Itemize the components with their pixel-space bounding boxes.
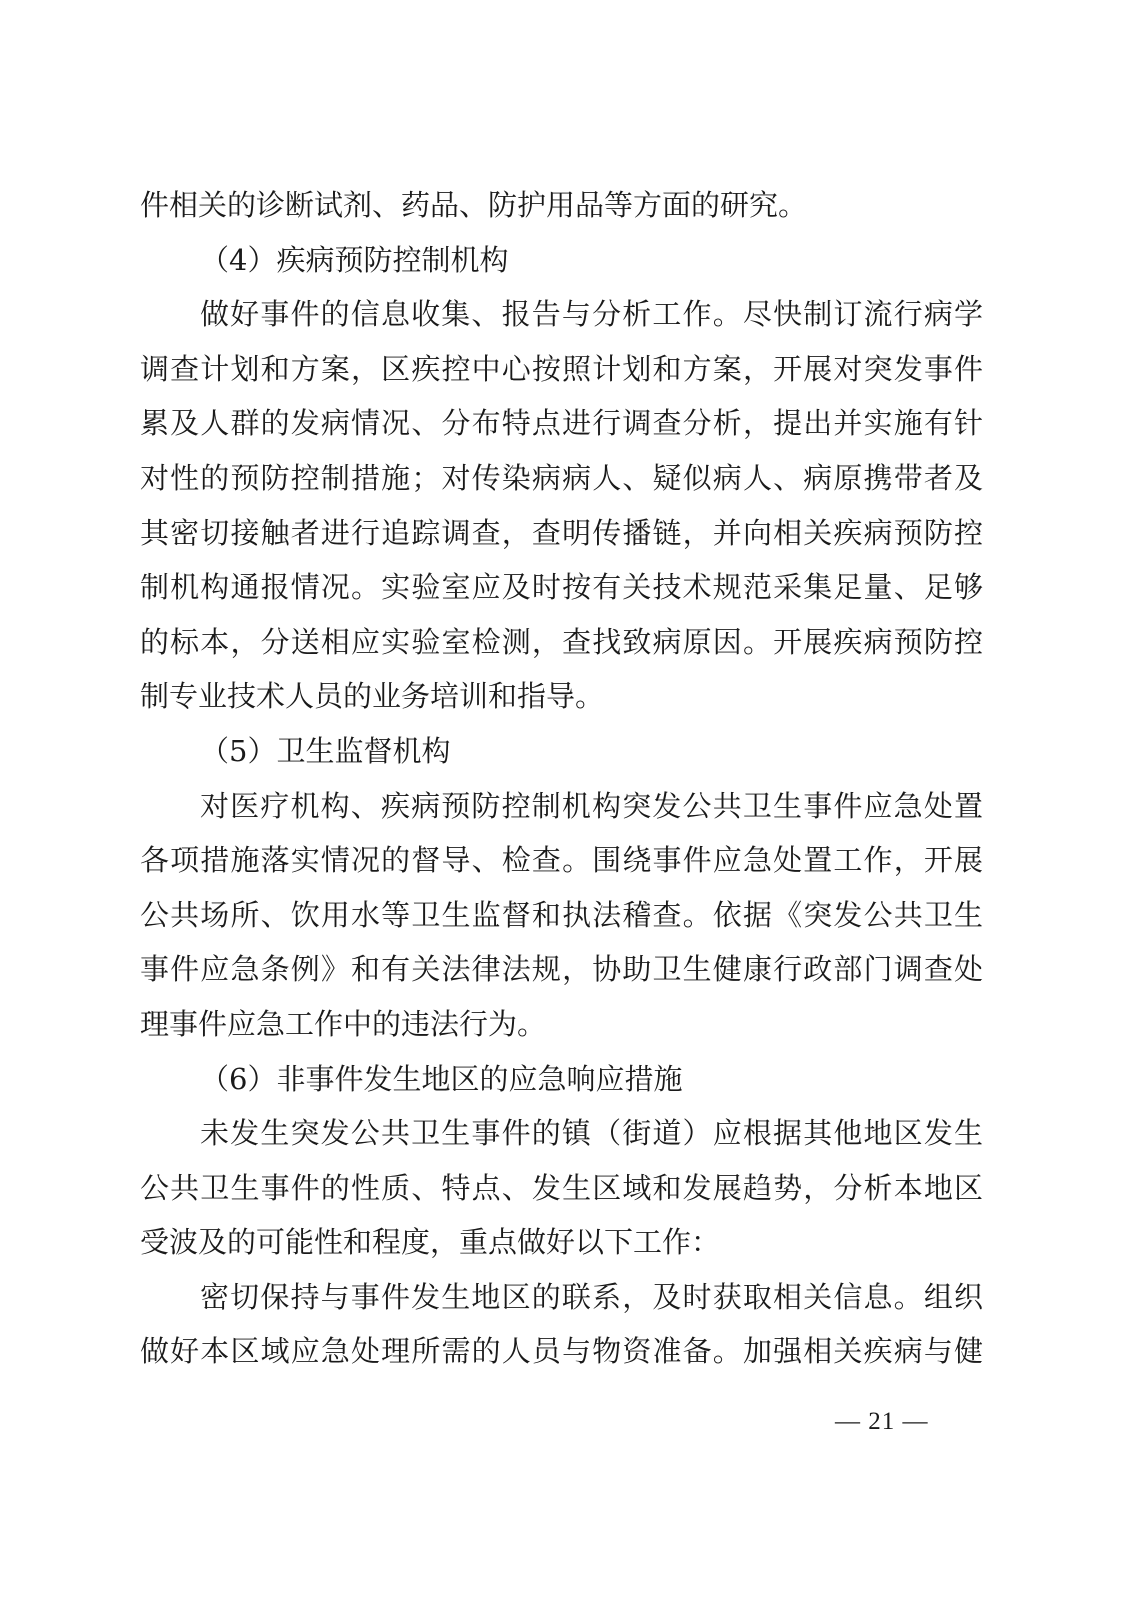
text-line-1: 件相关的诊断试剂、药品、防护用品等方面的研究。 — [140, 188, 808, 222]
text-line-9: 的标本，分送相应实验室检测，查找致病原因。开展疾病预防控 — [140, 624, 983, 659]
text-line-10: 制专业技术人员的业务培训和指导。 — [140, 679, 605, 714]
text-line-16: 理事件应急工作中的违法行为。 — [140, 1006, 547, 1041]
section-heading-5: （5）卫生监督机构 — [200, 733, 451, 768]
section-heading-6: （6）非事件发生地区的应急响应措施 — [200, 1061, 683, 1096]
text-line-18: 未发生突发公共卫生事件的镇（街道）应根据其他地区发生 — [200, 1116, 983, 1151]
text-line-21: 密切保持与事件发生地区的联系，及时获取相关信息。组织 — [200, 1279, 983, 1314]
text-line-5: 累及人群的发病情况、分布特点进行调查分析，提出并实施有针 — [140, 406, 983, 441]
text-line-8: 制机构通报情况。实验室应及时按有关技术规范采集足量、足够 — [140, 570, 983, 605]
text-line-22: 做好本区域应急处理所需的人员与物资准备。加强相关疾病与健 — [140, 1334, 983, 1369]
text-line-20: 受波及的可能性和程度，重点做好以下工作： — [140, 1225, 721, 1260]
page-number: — 21 — — [835, 1408, 929, 1435]
section-heading-4: （4）疾病预防控制机构 — [200, 242, 509, 277]
text-line-3: 做好事件的信息收集、报告与分析工作。尽快制订流行病学 — [200, 297, 983, 332]
text-line-15: 事件应急条例》和有关法律法规，协助卫生健康行政部门调查处 — [140, 952, 983, 987]
text-line-19: 公共卫生事件的性质、特点、发生区域和发展趋势，分析本地区 — [140, 1170, 983, 1205]
text-line-12: 对医疗机构、疾病预防控制机构突发公共卫生事件应急处置 — [200, 788, 983, 823]
text-line-6: 对性的预防控制措施；对传染病病人、疑似病人、病原携带者及 — [140, 460, 983, 495]
text-line-7: 其密切接触者进行追踪调查，查明传播链，并向相关疾病预防控 — [140, 515, 983, 550]
document-body — [140, 178, 983, 1379]
text-line-13: 各项措施落实情况的督导、检查。围绕事件应急处置工作，开展 — [140, 843, 983, 878]
text-line-4: 调查计划和方案，区疾控中心按照计划和方案，开展对突发事件 — [140, 351, 983, 386]
text-line-14: 公共场所、饮用水等卫生监督和执法稽查。依据《突发公共卫生 — [140, 897, 983, 932]
